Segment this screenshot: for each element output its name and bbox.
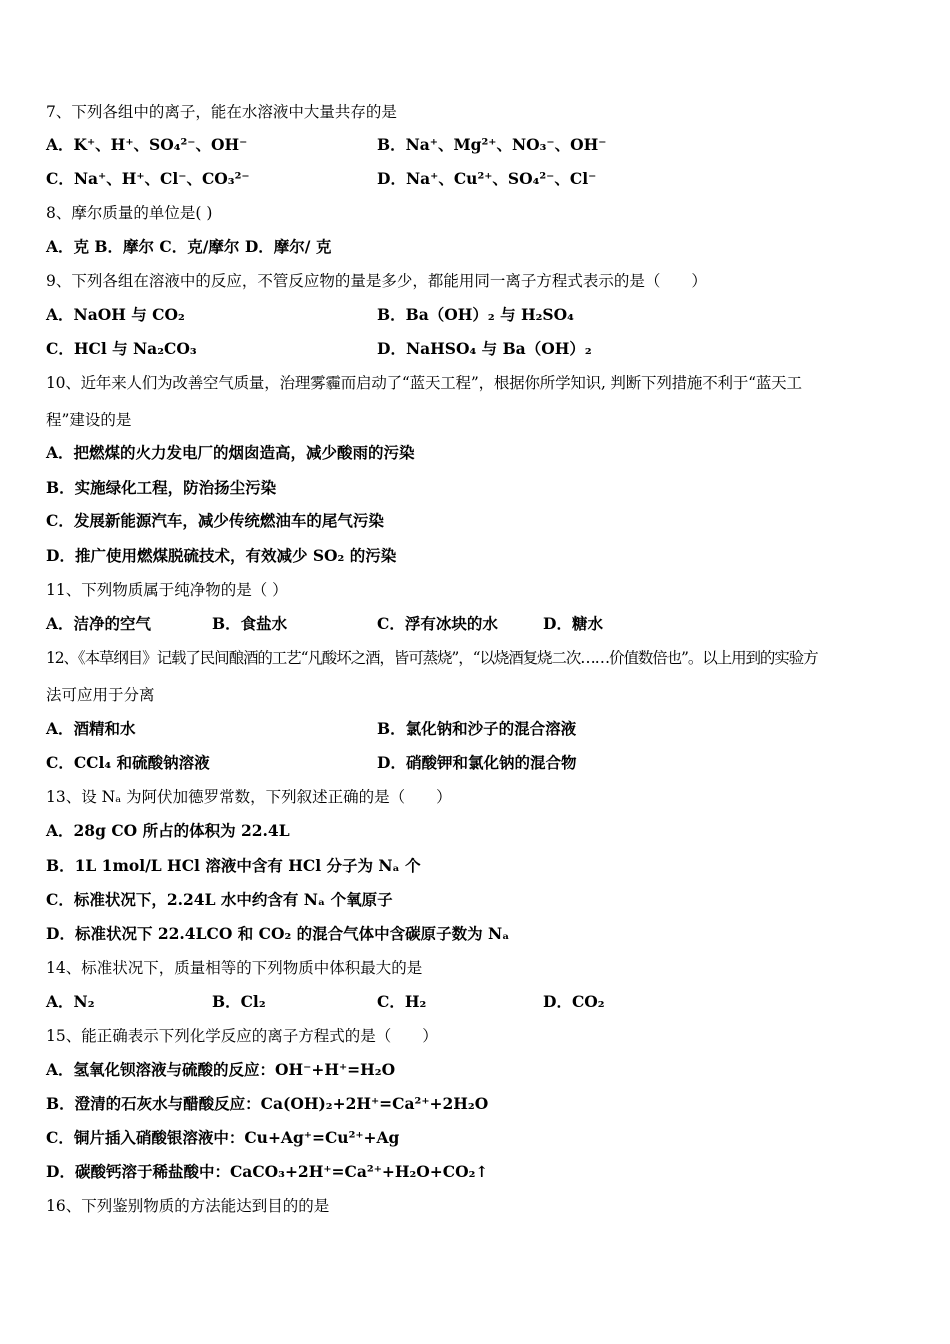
question-stem-cont: 程”建设的是 bbox=[46, 411, 132, 429]
option-a: A．NaOH 与 CO₂ bbox=[46, 305, 185, 324]
options-row: A．克 B．摩尔 C．克/摩尔 D．摩尔/ 克 bbox=[46, 237, 332, 256]
option-c: C．发展新能源汽车，减少传统燃油车的尾气污染 bbox=[46, 511, 384, 530]
option-c: C．CCl₄ 和硫酸钠溶液 bbox=[46, 753, 210, 772]
option-b: B．Ba（OH）₂ 与 H₂SO₄ bbox=[377, 305, 574, 324]
option-c: C．标准状况下，2.24L 水中约含有 Nₐ 个氧原子 bbox=[46, 890, 393, 909]
option-a: A．N₂ bbox=[46, 992, 95, 1011]
option-b: B．1L 1mol/L HCl 溶液中含有 HCl 分子为 Nₐ 个 bbox=[46, 856, 421, 875]
question-stem: 15、能正确表示下列化学反应的离子方程式的是（ ） bbox=[46, 1027, 438, 1045]
option-a: A．洁净的空气 bbox=[46, 614, 152, 633]
option-d: D．碳酸钙溶于稀盐酸中：CaCO₃+2H⁺=Ca²⁺+H₂O+CO₂↑ bbox=[46, 1162, 489, 1181]
option-b: B．Cl₂ bbox=[212, 992, 266, 1011]
option-c: C．铜片插入硝酸银溶液中：Cu+Ag⁺=Cu²⁺+Ag bbox=[46, 1128, 400, 1147]
option-b: B．食盐水 bbox=[212, 614, 288, 633]
option-c: C．HCl 与 Na₂CO₃ bbox=[46, 339, 197, 358]
option-c: C．H₂ bbox=[377, 992, 427, 1011]
option-b: B．氯化钠和沙子的混合溶液 bbox=[377, 719, 577, 738]
option-a: A．酒精和水 bbox=[46, 719, 136, 738]
option-d: D．CO₂ bbox=[543, 992, 605, 1011]
question-stem: 12、《本草纲目》记载了民间酿酒的工艺“凡酸坏之酒，皆可蒸烧”，“以烧酒复烧二次……价值数倍也”。以上用到的实验方 bbox=[46, 649, 818, 667]
option-b: B．Na⁺、Mg²⁺、NO₃⁻、OH⁻ bbox=[377, 135, 607, 154]
option-a: A．把燃煤的火力发电厂的烟囱造高，减少酸雨的污染 bbox=[46, 443, 415, 462]
option-c: C．浮有冰块的水 bbox=[377, 614, 498, 633]
question-stem: 14、标准状况下，质量相等的下列物质中体积最大的是 bbox=[46, 959, 423, 977]
question-stem: 13、设 Nₐ 为阿伏加德罗常数，下列叙述正确的是（ ） bbox=[46, 788, 452, 806]
question-stem: 7、下列各组中的离子，能在水溶液中大量共存的是 bbox=[46, 103, 397, 121]
question-stem: 11、下列物质属于纯净物的是（ ） bbox=[46, 581, 288, 599]
option-b: B．实施绿化工程，防治扬尘污染 bbox=[46, 478, 277, 497]
option-d: D．Na⁺、Cu²⁺、SO₄²⁻、Cl⁻ bbox=[377, 169, 597, 188]
option-d: D．NaHSO₄ 与 Ba（OH）₂ bbox=[377, 339, 592, 358]
option-d: D．标准状况下 22.4LCO 和 CO₂ 的混合气体中含碳原子数为 Nₐ bbox=[46, 924, 510, 943]
option-d: D．推广使用燃煤脱硫技术，有效减少 SO₂ 的污染 bbox=[46, 546, 397, 565]
option-d: D．硝酸钾和氯化钠的混合物 bbox=[377, 753, 577, 772]
option-d: D．糖水 bbox=[543, 614, 603, 633]
option-c: C．Na⁺、H⁺、Cl⁻、CO₃²⁻ bbox=[46, 169, 250, 188]
option-a: A．K⁺、H⁺、SO₄²⁻、OH⁻ bbox=[46, 135, 248, 154]
question-stem: 10、近年来人们为改善空气质量，治理雾霾而启动了“蓝天工程”，根据你所学知识, 判断下列措施不利于“蓝天工 bbox=[46, 374, 802, 392]
option-a: A．28g CO 所占的体积为 22.4L bbox=[46, 821, 290, 840]
question-stem: 16、下列鉴别物质的方法能达到目的的是 bbox=[46, 1197, 330, 1215]
option-b: B．澄清的石灰水与醋酸反应：Ca(OH)₂+2H⁺=Ca²⁺+2H₂O bbox=[46, 1094, 489, 1113]
option-a: A．氢氧化钡溶液与硫酸的反应：OH⁻+H⁺=H₂O bbox=[46, 1060, 396, 1079]
question-stem: 8、摩尔质量的单位是( ) bbox=[46, 204, 213, 222]
question-stem-cont: 法可应用于分离 bbox=[46, 686, 155, 704]
question-stem: 9、下列各组在溶液中的反应，不管反应物的量是多少，都能用同一离子方程式表示的是（ ） bbox=[46, 272, 707, 290]
